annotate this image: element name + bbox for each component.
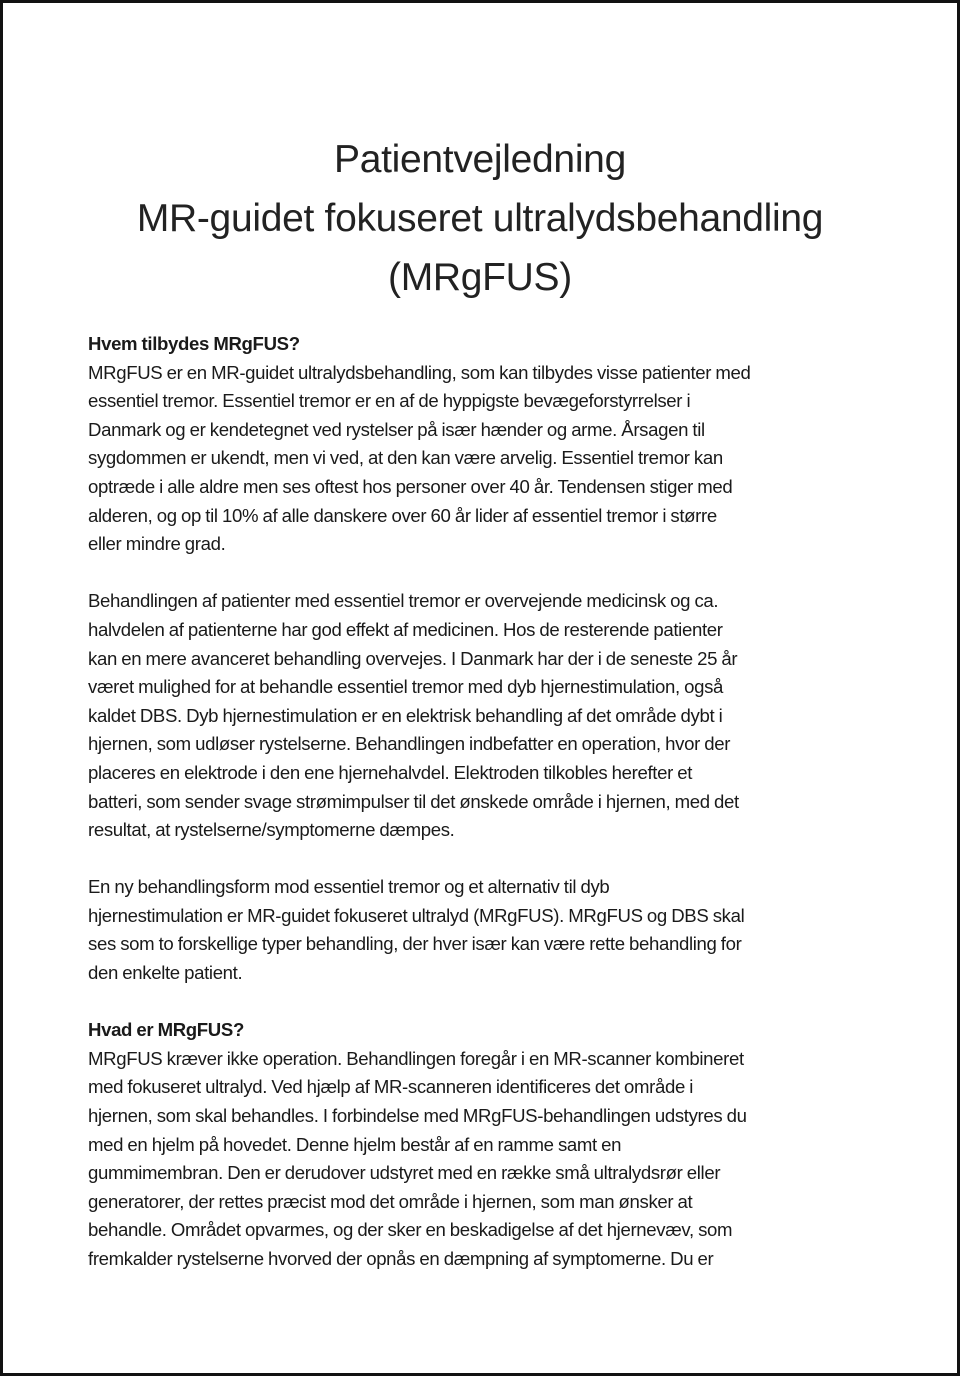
text-line: været mulighed for at behandle essentiel tremor med dyb hjernestimulation, også bbox=[88, 676, 724, 698]
text-line: hjernen, som skal behandles. I forbindelse med MRgFUS-behandlingen udstyres du bbox=[88, 1105, 747, 1127]
text-line: Danmark og er kendetegnet ved rystelser på især hænder og arme. Årsagen til bbox=[88, 418, 705, 440]
title-line: (MRgFUS) bbox=[388, 256, 572, 299]
paragraph bbox=[88, 359, 898, 559]
text-line: ses som to forskellige typer behandling, der hver især kan være rette behandling for bbox=[88, 933, 742, 955]
text-line: essentiel tremor. Essentiel tremor er en af de hyppigste bevægeforstyrrelser i bbox=[88, 390, 691, 412]
paragraph bbox=[88, 873, 898, 987]
text-line: gummimembran. Den er derudover udstyret med en række små ultralydsrør eller bbox=[88, 1162, 721, 1184]
document-body bbox=[88, 330, 898, 1274]
paragraph-spacer bbox=[88, 559, 898, 588]
text-line: MRgFUS kræver ikke operation. Behandlingen foregår i en MR-scanner kombineret bbox=[88, 1047, 744, 1069]
section-heading: Hvem tilbydes MRgFUS? bbox=[88, 333, 300, 354]
text-line: hjernen, som udløser rystelserne. Behandlingen indbefatter en operation, hvor der bbox=[88, 733, 731, 755]
text-line: sygdommen er ukendt, men vi ved, at den kan være arvelig. Essentiel tremor kan bbox=[88, 447, 723, 469]
text-line: kaldet DBS. Dyb hjernestimulation er en elektrisk behandling af det område dybt i bbox=[88, 704, 723, 726]
text-line: generatorer, der rettes præcist mod det område i hjernen, som man ønsker at bbox=[88, 1190, 693, 1212]
title-line: MR-guidet fokuseret ultralydsbehandling bbox=[136, 197, 824, 240]
text-line: placeres en elektrode i den ene hjernehalvdel. Elektroden tilkobles herefter et bbox=[88, 761, 693, 783]
text-line: batteri, som sender svage strømimpulser til det ønskede område i hjernen, med det bbox=[88, 790, 739, 812]
paragraph bbox=[88, 587, 898, 844]
text-line: hjernestimulation er MR-guidet fokuseret ultralyd (MRgFUS). MRgFUS og DBS skal bbox=[88, 904, 745, 926]
text-line: med fokuseret ultralyd. Ved hjælp af MR-scanneren identificeres det område i bbox=[88, 1076, 694, 1098]
text-line: Behandlingen af patienter med essentiel tremor er overvejende medicinsk og ca. bbox=[88, 590, 719, 612]
text-line: resultat, at rystelserne/symptomerne dæmpes. bbox=[88, 819, 455, 841]
text-line: optræde i alle aldre men ses oftest hos personer over 40 år. Tendensen stiger med bbox=[88, 475, 733, 497]
text-line: den enkelte patient. bbox=[88, 962, 243, 984]
text-line: fremkalder rystelserne hvorved der opnås en dæmpning af symptomerne. Du er bbox=[88, 1248, 714, 1269]
document-title bbox=[3, 130, 957, 307]
paragraph-spacer bbox=[88, 845, 898, 874]
text-line: MRgFUS er en MR-guidet ultralydsbehandling, som kan tilbydes visse patienter med bbox=[88, 361, 751, 383]
text-line: med en hjelm på hovedet. Denne hjelm består af en ramme samt en bbox=[88, 1133, 622, 1155]
paragraph bbox=[88, 1045, 898, 1274]
text-line: kan en mere avanceret behandling overvejes. I Danmark har der i de seneste 25 år bbox=[88, 647, 738, 669]
text-line: halvdelen af patienterne har god effekt af medicinen. Hos de resterende patienter bbox=[88, 618, 723, 640]
text-line: eller mindre grad. bbox=[88, 533, 226, 555]
section-heading: Hvad er MRgFUS? bbox=[88, 1019, 244, 1041]
title-line: Patientvejledning bbox=[334, 138, 626, 181]
text-line: behandle. Området opvarmes, og der sker en beskadigelse af det hjernevæv, som bbox=[88, 1219, 733, 1241]
text-line: En ny behandlingsform mod essentiel tremor og et alternativ til dyb bbox=[88, 876, 610, 898]
text-line: alderen, og op til 10% af alle danskere over 60 år lider af essentiel tremor i større bbox=[88, 504, 717, 526]
paragraph-spacer bbox=[88, 988, 898, 1017]
